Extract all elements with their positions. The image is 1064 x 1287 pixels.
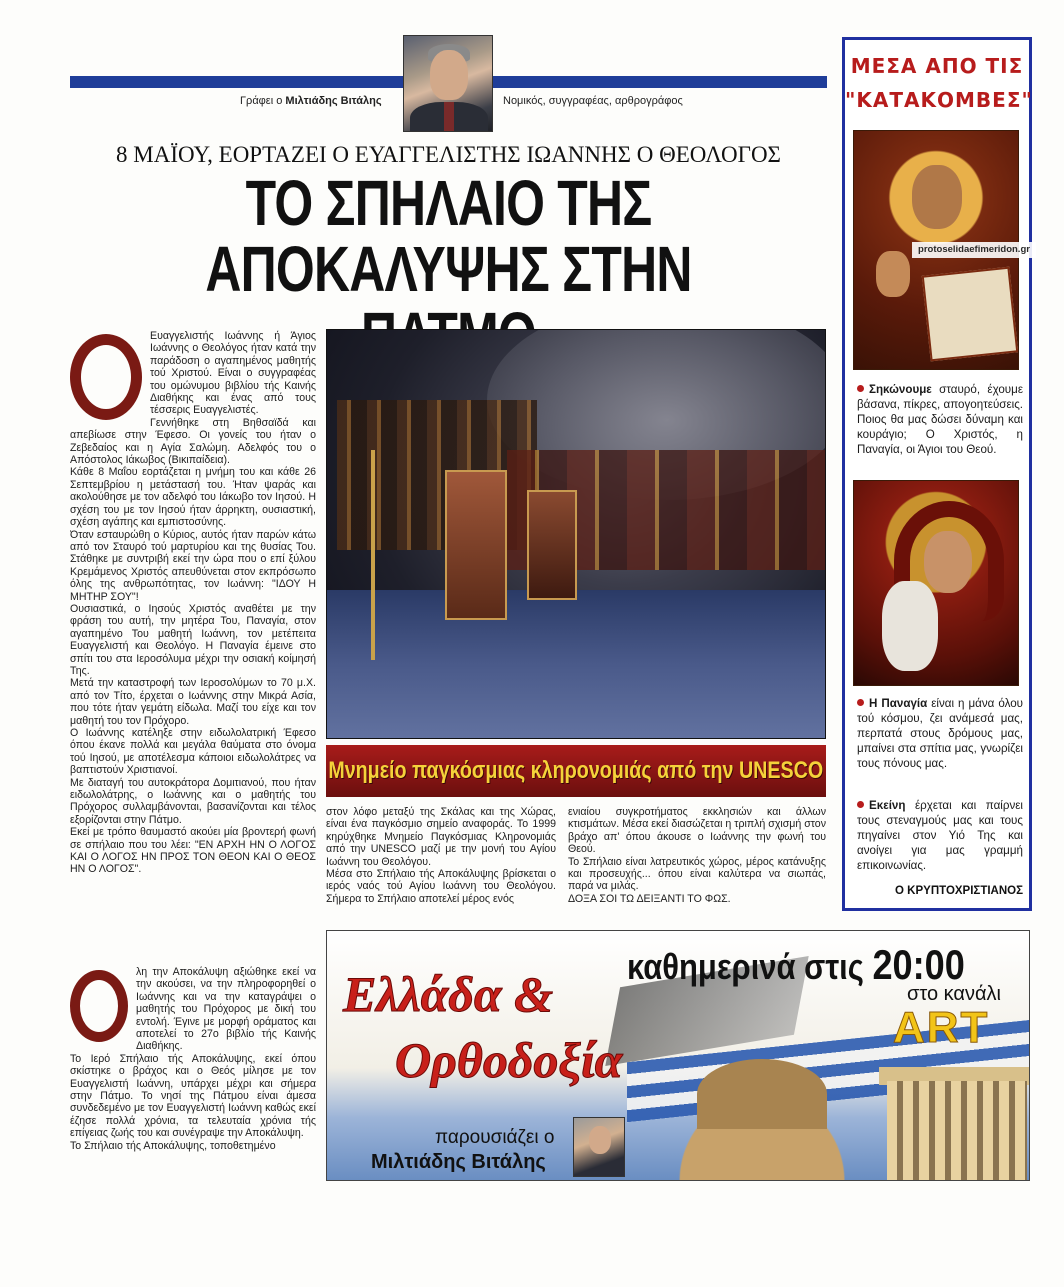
ad-host: Μιλτιάδης Βιτάλης bbox=[371, 1151, 546, 1173]
article-column-1 bbox=[70, 330, 316, 955]
ad-channel-logo: ART bbox=[893, 1003, 990, 1052]
tv-show-advertisement bbox=[326, 930, 1030, 1181]
bullet-icon bbox=[857, 699, 864, 706]
byline-author: Μιλτιάδης Βιτάλης bbox=[285, 95, 382, 107]
photo-caption: Μνημείο παγκόσμιας κληρονομιάς από την UNESCO bbox=[328, 757, 824, 784]
bullet-icon bbox=[857, 385, 864, 392]
col1-paragraph-4: Όταν εσταυρώθη ο Κύριος, αυτός ήταν παρών κάτω από τον Σταυρό τού μαρτυρίου και της θυσίας Του. Στάθηκε με συντριβή εκεί την ώρα που ο επί ξύλου Κρεμάμενος Χριστός απευθύνεται στον εκπρόσωπο όλης της ανθρωπότητας, τον Ιωάννη: "ΙΔΟΥ Η ΜΗΤΗΡ ΣΟΥ"! bbox=[70, 528, 316, 603]
sidebar-p1-text: σταυρό, έχουμε βάσανα, πίκρες, απογοητεύσεις. Ποιος θα μας δώσει δύναμη και κουράγιο; Ο Χριστός, η Παναγία, οι Άγιοι του Θεού. bbox=[857, 383, 1023, 456]
col3-paragraph-1: ενιαίου συγκροτήματος εκκλησιών και άλλων κτισμάτων. Μέσα εκεί διασώζεται η τριπλή σχισμή στον βράχο απ' όπου άκουσε ο Ιωάννης την φωνή του Θεού. bbox=[568, 806, 826, 856]
photo-caption-bar bbox=[326, 745, 826, 797]
bullet-icon bbox=[857, 801, 864, 808]
byline bbox=[240, 95, 382, 107]
ad-title-line-2: Ορθοδοξία bbox=[395, 1032, 623, 1088]
sidebar-p1-bold: Σηκώνουμε bbox=[869, 383, 932, 396]
col1-paragraph-12: Το Σπήλαιο τής Αποκάλυψης, τοποθετημένο bbox=[70, 1139, 276, 1152]
author-photo bbox=[403, 35, 493, 132]
sidebar-paragraph-2 bbox=[857, 696, 1023, 771]
ad-daily-text: καθημερινά στις bbox=[627, 946, 873, 987]
col1-paragraph-3: Κάθε 8 Μαΐου εορτάζεται η μνήμη του και κάθε 26 Σεπτεμβρίου η μετάστασή του. Ήταν ψαράς και ακολούθησε με τον αδελφό του Ιάκωβο τον Ιησού. Η σχέση του με τον Ιησού ήταν άρρηκτη, ουσιαστική, σχέση αγάπης και εμπιστοσύνης. bbox=[70, 466, 316, 529]
article-column-2 bbox=[326, 806, 556, 916]
sidebar-p3-bold: Εκείνη bbox=[869, 799, 906, 812]
sidebar-signature: Ο ΚΡΥΠΤΟΧΡΙΣΤΙΑΝΟΣ bbox=[895, 885, 1023, 897]
virgin-mary-icon-image bbox=[853, 480, 1019, 686]
sidebar-p2-bold: Η Παναγία bbox=[869, 697, 928, 710]
col3-paragraph-2: Το Σπήλαιο είναι λατρευτικός χώρος, μέρος κατάνυξης και προσευχής... όπου είναι καλύτερα να σιωπάς, παρά να μιλάς. bbox=[568, 855, 826, 893]
col2-paragraph-1: στον λόφο μεταξύ της Σκάλας και της Χώρας, είναι ένα παγκόσμιο σημείο αναφοράς. Το 1999 κηρύχθηκε Μνημείο Παγκόσμιας Κληρονομιάς από την UNESCO μαζί με την μονή του Αγίου Ιωάννη του Θεολόγου. bbox=[326, 806, 556, 868]
ad-schedule bbox=[627, 941, 965, 989]
sidebar-p3-text: έρχεται και παίρνει τους στεναγμούς μας και τους πηγαίνει στον Υιό Της και ανοίγει για μας γραμμή επικοινωνίας. bbox=[857, 799, 1023, 872]
ad-time: 20:00 bbox=[872, 941, 965, 988]
article-column-1-lower bbox=[70, 966, 316, 1186]
sidebar-title-line-2: "ΚΑΤΑΚΟΜΒΕΣ" bbox=[845, 88, 1033, 112]
sidebar-title-line-1: ΜΕΣΑ ΑΠΟ ΤΙΣ bbox=[850, 54, 1024, 78]
col1-paragraph-7: Ο Ιωάννης κατέληξε στην ειδωλολατρική Έφεσο όπου έκανε πολλά και μεγάλα θαύματα στο όνομα τού Ιησού, με αποτέλεσμα κάποιοι ειδωλολάτρες να βαπτιστούν Χριστιανοί. bbox=[70, 727, 316, 777]
sidebar-katakombes bbox=[842, 37, 1032, 911]
col1-paragraph-1: Ευαγγελιστής Ιωάννης ή Άγιος Ιωάννης ο Θεολόγος ήταν κατά την παράδοση ο αγαπημένος μαθητής τού Χριστού. Είναι ο συγγραφέας του ομώνυμου βιβλίου τής Καινής Διαθήκης και ένας από τους τέσσερις Ευαγγελιστές. bbox=[150, 330, 316, 417]
col1-paragraph-10: λη την Αποκάλυψη αξιώθηκε εκεί να την ακούσει, να την πληροφορηθεί ο Ιωάννης και να την καταγράψει ο μαθητής του Πρόχορος με δική του εντολή. Έγινε με μορφή οράματος και αποτελεί το 27ο βιβλίο τής Καινής Διαθήκης. bbox=[136, 966, 316, 1053]
author-role: Νομικός, συγγραφέας, αρθρογράφος bbox=[503, 95, 683, 107]
ad-presents: παρουσιάζει ο bbox=[435, 1127, 555, 1148]
watermark: protoselidaefimeridon.gr bbox=[912, 242, 1036, 258]
col1-paragraph-8: Με διαταγή του αυτοκράτορα Δομιτιανού, που ήταν ειδωλολάτρης, ο Ιωάννης και ο μαθητής του Πρόχορος συλλαμβάνονται, βασανίζονται και τέλος εξορίζονται στην Πάτμο. bbox=[70, 776, 316, 826]
headline-line-1: ΤΟ ΣΠΗΛΑΙΟ ΤΗΣ bbox=[245, 167, 652, 239]
col1-paragraph-9: Εκεί με τρόπο θαυμαστό ακούει μία βροντερή φωνή σε σπήλαιο που του λέει: "ΕΝ ΑΡΧΗ ΗΝ Ο ΛΟΓΟΣ ΚΑΙ Ο ΛΟΓΟΣ ΗΝ ΠΡΟΣ ΤΟΝ ΘΕΟΝ ΚΑΙ Ο ΘΕΟΣ ΗΝ Ο ΛΟΓΟΣ". bbox=[70, 826, 316, 876]
ad-channel-label: στο κανάλι bbox=[907, 983, 1001, 1005]
sidebar-p2-text: είναι η μάνα όλου τού κόσμου, ζει ανάμεσά μας, περπατά στους δρόμους μας, μπαίνει στα σπίτια μας, γνωρίζει τους πόνους μας. bbox=[857, 697, 1024, 770]
col1-paragraph-5: Ουσιαστικά, ο Ιησούς Χριστός αναθέτει με την φράση του αυτή, την μητέρα Του, Παναγία, στον αγαπημένο Του μαθητή Ιωάννη, τον μετέπειτα Ευαγγελιστή και Θεολόγο. Η Παναγία έμεινε στο σπίτι του στα Ιεροσόλυμα μέχρι την οσιακή κοίμησή Της. bbox=[70, 602, 316, 677]
byline-prefix: Γράφει ο bbox=[240, 95, 283, 107]
ad-title-line-1: Ελλάδα & bbox=[343, 966, 554, 1022]
dropcap-o bbox=[70, 334, 142, 420]
article-kicker: 8 ΜΑΪΟΥ, ΕΟΡΤΑΖΕΙ Ο ΕΥΑΓΓΕΛΙΣΤΗΣ ΙΩΑΝΝΗΣ Ο ΘΕΟΛΟΓΟΣ bbox=[116, 142, 781, 167]
sidebar-paragraph-1 bbox=[857, 382, 1023, 457]
col2-paragraph-2: Μέσα στο Σπήλαιο τής Αποκάλυψης βρίσκεται ο ιερός ναός τού Αγίου Ιωάννη του Θεολόγου. Σήμερα το Σπήλαιο αποτελεί μέρος ενός bbox=[326, 868, 556, 905]
dropcap-o-2 bbox=[70, 970, 128, 1042]
col3-paragraph-3: ΔΟΞΑ ΣΟΙ ΤΩ ΔΕΙΞΑΝΤΙ ΤΟ ΦΩΣ. bbox=[568, 892, 731, 905]
col1-paragraph-6: Μετά την καταστροφή των Ιεροσολύμων το 70 μ.Χ. από τον Τίτο, έρχεται ο Ιωάννης στην Μικρά Ασία, που τότε ήταν γεμάτη είδωλα. Μαζί του είχε και τον μαθητή του τον Πρόχορο. bbox=[70, 677, 316, 727]
sidebar-paragraph-3 bbox=[857, 798, 1023, 873]
col1-paragraph-11: Το Ιερό Σπήλαιο τής Αποκάλυψης, εκεί όπου σκίστηκε ο βράχος και ο Θεός μίλησε με τον Ευαγγελιστή Ιωάννη, υπάρχει μέχρι και σήμερα στην Πάτμο. Το νησί της Πάτμου είναι άμεσα συνδεδεμένο με τον Ευαγγελιστή Ιωάννη καθώς εκεί έζησε πολλά χρόνια, τα τελευταία χρόνια τής επίγειας ζωής του και συνέγραψε την Αποκάλυψη. bbox=[70, 1052, 316, 1140]
host-photo bbox=[573, 1117, 625, 1177]
cave-of-apocalypse-photo bbox=[326, 329, 826, 739]
col1-paragraph-2: Γεννήθηκε στη Βηθσαϊδά και απεβίωσε στην Έφεσο. Οι γονείς του ήταν ο Ζεβεδαίος και η Αγία Σαλώμη. Αδελφός του ο Απόστολος Ιάκωβος (Βικιπαίδεια). bbox=[70, 416, 316, 467]
headline-line-2: ΑΠΟΚΑΛΥΨΗΣ ΣΤΗΝ bbox=[205, 233, 692, 305]
article-column-3 bbox=[568, 806, 826, 916]
